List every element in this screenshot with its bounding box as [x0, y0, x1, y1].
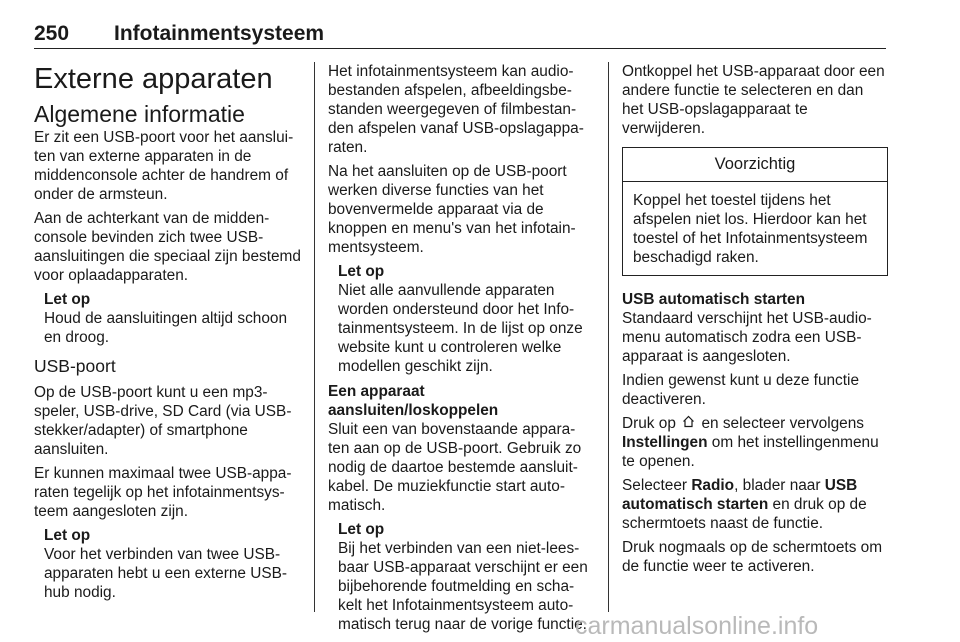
caution-text: Koppel het toestel tijdens het afspelen niet los. Hierdoor kan het toestel of het Infotainmentsysteem beschadigd raken.	[633, 192, 868, 266]
column-divider-1	[314, 62, 315, 612]
subsection-heading: USB-poort	[34, 356, 116, 376]
note	[44, 526, 302, 602]
paragraph: Op de USB-poort kunt u een mp3-speler, USB-drive, SD Card (via USB-stekker/adapter) of smartphone aansluiten.	[34, 384, 292, 458]
note	[44, 290, 302, 347]
caution-title: Voorzichtig	[623, 148, 887, 182]
paragraph: Er kunnen maximaal twee USB-appa-raten tegelijk op het infotainmentsys-teem aangesloten zijn.	[34, 465, 292, 520]
section-title: Externe apparaten	[34, 63, 273, 95]
home-icon	[682, 414, 695, 433]
note	[338, 262, 594, 376]
text-run: Druk op	[622, 415, 676, 432]
text-run: en druk op de schermtoets naast de functie.	[622, 496, 867, 532]
paragraph	[622, 414, 888, 471]
page-number: 250	[34, 22, 70, 45]
note-text: Niet alle aanvullende apparaten worden ondersteund door het Info-tainmentsysteem. In de lijst op onze website kunt u controleren welke modellen geschikt zijn.	[338, 282, 583, 375]
column-2	[328, 62, 594, 640]
caution-box	[622, 147, 888, 276]
bold-text: Instellingen	[622, 434, 708, 451]
column-divider-2	[608, 62, 609, 612]
paragraph: Na het aansluiten op de USB-poort werken diverse functies van het bovenvermelde apparaat via de knoppen en menu's van het infotain-mentsysteem.	[328, 163, 576, 256]
paragraph: Er zit een USB-poort voor het aanslui-ten van externe apparaten in de middenconsole achter de handrem of onder de armsteun.	[34, 129, 294, 203]
note-title: Let op	[338, 521, 385, 538]
paragraph: Aan de achterkant van de midden-console bevinden zich twee USB-aansluitingen die speciaal zijn bestemd voor oplaadapparaten.	[34, 210, 301, 284]
column-3	[622, 62, 888, 581]
note-text: Bij het verbinden van een niet-lees-baar USB-apparaat verschijnt er een bijbehorende foutmelding en scha-kelt het Infotainmentsysteem auto-matisch terug naar de vorige functie.	[338, 540, 588, 633]
paragraph: Ontkoppel het USB-apparaat door een andere functie te selecteren en dan het USB-opslagapparaat te verwijderen.	[622, 63, 885, 137]
note	[338, 520, 594, 634]
text-run: en selecteer vervolgens	[701, 415, 865, 432]
subsection-title: Algemene informatie	[34, 101, 245, 127]
paragraph: Indien gewenst kunt u deze functie deactiveren.	[622, 372, 860, 408]
bold-subheading: USB automatisch starten	[622, 291, 806, 308]
text-run: , blader naar	[734, 477, 821, 494]
note-text: Voor het verbinden van twee USB-apparaten hebt u een externe USB-hub nodig.	[44, 546, 287, 601]
running-title: Infotainmentsysteem	[114, 22, 325, 45]
bold-text: Radio	[691, 477, 735, 494]
bold-subheading: Een apparaat aansluiten/loskoppelen	[328, 383, 499, 419]
note-title: Let op	[44, 291, 91, 308]
paragraph: Sluit een van bovenstaande appara-ten aan op de USB-poort. Gebruik zo nodig de daartoe bestemde aansluit-kabel. De muziekfunctie start auto-matisch.	[328, 421, 582, 514]
paragraph: Druk nogmaals op de schermtoets om de functie weer te activeren.	[622, 539, 883, 575]
note-title: Let op	[338, 263, 385, 280]
paragraph: Het infotainmentsysteem kan audio-bestanden afspelen, afbeeldingsbe-standen weergegeven of filmbestan-den afspelen vanaf USB-opslagappa-raten.	[328, 63, 584, 156]
watermark: carmanualsonline.info	[575, 612, 819, 640]
text-run: Selecteer	[622, 477, 688, 494]
note-text: Houd de aansluitingen altijd schoon en droog.	[44, 310, 288, 346]
note-title: Let op	[44, 527, 91, 544]
bold-text: USB automatisch starten	[622, 477, 858, 513]
paragraph: Standaard verschijnt het USB-audio-menu automatisch zodra een USB-apparaat is aangesloten.	[622, 310, 872, 365]
column-1	[34, 62, 302, 608]
paragraph	[622, 476, 888, 533]
header-rule	[34, 48, 886, 49]
text-run: om het instellingenmenu te openen.	[622, 434, 879, 470]
